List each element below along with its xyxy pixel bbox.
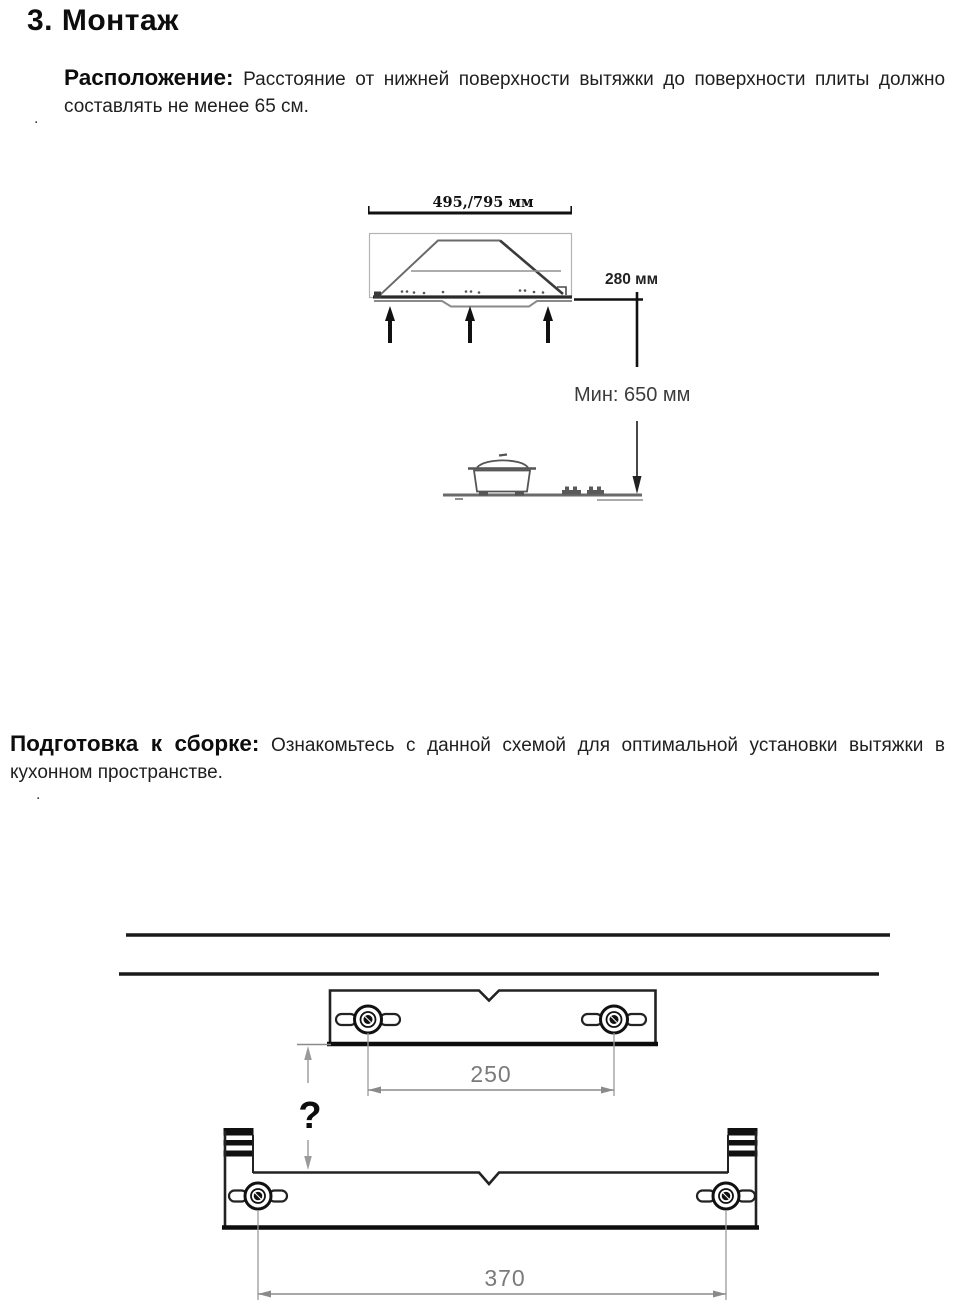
assembly-paragraph: [10, 730, 945, 786]
airflow-arrows: [385, 306, 553, 343]
location-paragraph: [64, 64, 945, 120]
hob-drawing: [443, 455, 643, 501]
mounting-screw: [697, 1183, 755, 1209]
location-body-text: Расстояние от нижней поверхности вытяжки до поверхности плиты должно составлять не менее 65 см.: [64, 69, 946, 117]
assembly-body-text: Ознакомьтесь с данной схемой для оптимальной установки вытяжки в кухонном пространстве.: [10, 735, 946, 783]
page-title: 3. Монтаж: [27, 4, 179, 37]
unknown-height-dimension: [297, 1045, 331, 1171]
hood-hole-dimension-label: 370: [484, 1265, 526, 1291]
mounting-screw: [229, 1183, 287, 1209]
hood-hole-dimension: [258, 1210, 726, 1300]
depth-dimension-label: 280 мм: [605, 271, 659, 288]
min-height-dimension: [574, 384, 690, 494]
clearance-diagram: [330, 185, 710, 515]
hood-rear-drawing: [222, 1128, 759, 1228]
location-heading: Расположение:: [64, 65, 234, 90]
hood-bottom-plate: [374, 301, 572, 307]
min-height-label: Мин: 650 мм: [574, 384, 691, 406]
unknown-height-label: ?: [298, 1095, 322, 1137]
mounting-diagram: [100, 920, 920, 1306]
width-dimension: [368, 194, 572, 213]
hood-outer-frame: [370, 234, 572, 298]
hood-left-chimney: [224, 1128, 254, 1173]
assembly-heading: Подготовка к сборке:: [10, 731, 260, 756]
depth-dimension: [574, 271, 658, 367]
hood-right-slope: [500, 241, 563, 295]
hood-right-chimney: [728, 1128, 758, 1173]
burner-grates: [562, 487, 604, 495]
hood-drawing: [370, 234, 573, 307]
hood-corner-mark: [374, 292, 381, 299]
hood-vent-dots: [401, 289, 545, 294]
stray-dot: .: [36, 786, 41, 803]
hood-left-slope: [380, 241, 500, 296]
width-dimension-label: 495,/795 мм: [432, 194, 534, 211]
stray-dot: .: [34, 110, 39, 127]
bracket-hole-dimension-label: 250: [470, 1061, 512, 1087]
pot-drawing: [468, 455, 536, 496]
